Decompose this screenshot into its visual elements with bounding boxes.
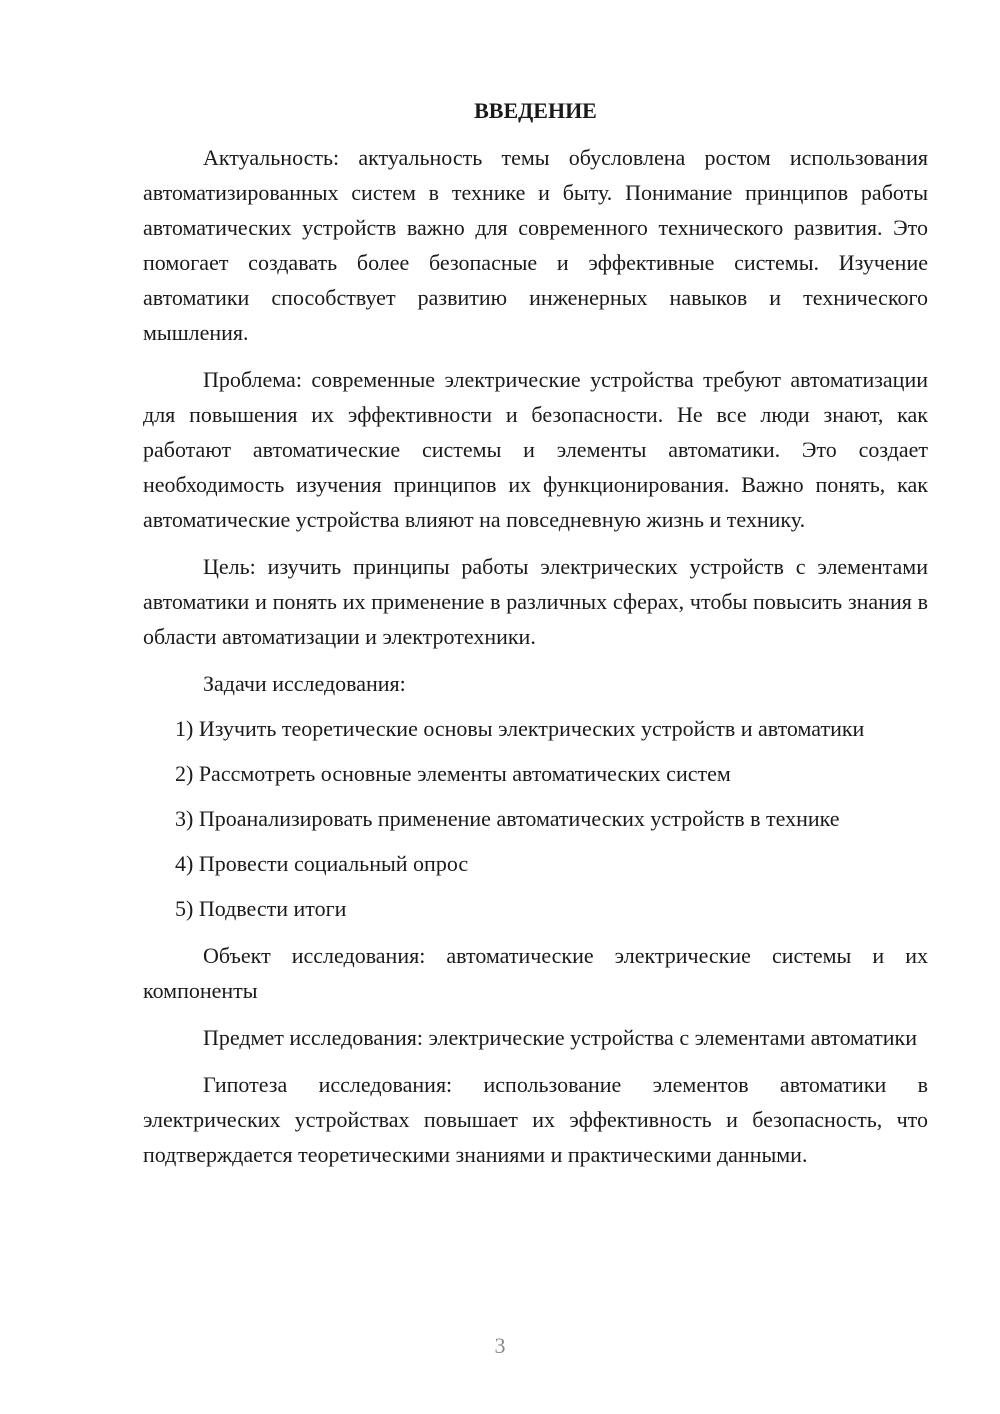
paragraph-goal: Цель: изучить принципы работы электрических устройств с элементами автоматики и понять их применение в различных сферах, чтобы повысить знания в области автоматизации и электротехники.	[143, 554, 928, 649]
task-item-2: 2) Рассмотреть основные элементы автоматических систем	[175, 761, 731, 786]
paragraph-problem: Проблема: современные электрические устройства требуют автоматизации для повышения их эффективности и безопасности. Не все люди знают, как работают автоматические системы и элементы автоматики. Это создает необходимость изучения принципов их функционирования. Важно понять, как автоматические устройства влияют на повседневную жизнь и технику.	[143, 367, 928, 532]
task-item-5: 5) Подвести итоги	[175, 896, 347, 921]
paragraph-subject: Предмет исследования: электрические устройства с элементами автоматики	[203, 1025, 918, 1050]
page-number: 3	[494, 1333, 506, 1358]
task-item-4: 4) Провести социальный опрос	[175, 851, 469, 876]
task-item-1: 1) Изучить теоретические основы электрических устройств и автоматики	[175, 716, 865, 741]
paragraph-hypothesis: Гипотеза исследования: использование элементов автоматики в электрических устройствах повышает их эффективность и безопасность, что подтверждается теоретическими знаниями и практическими данными.	[143, 1072, 928, 1167]
page-content	[143, 96, 928, 1172]
section-title: ВВЕДЕНИЕ	[474, 98, 597, 123]
paragraph-relevance: Актуальность: актуальность темы обусловлена ростом использования автоматизированных систем в технике и быту. Понимание принципов работы автоматических устройств важно для современного технического развития. Это помогает создавать более безопасные и эффективные системы. Изучение автоматики способствует развитию инженерных навыков и технического мышления.	[143, 145, 928, 345]
paragraph-object: Объект исследования: автоматические электрические системы и их компоненты	[143, 943, 928, 1003]
task-item-3: 3) Проанализировать применение автоматических устройств в технике	[175, 806, 840, 831]
tasks-heading: Задачи исследования:	[203, 671, 406, 696]
